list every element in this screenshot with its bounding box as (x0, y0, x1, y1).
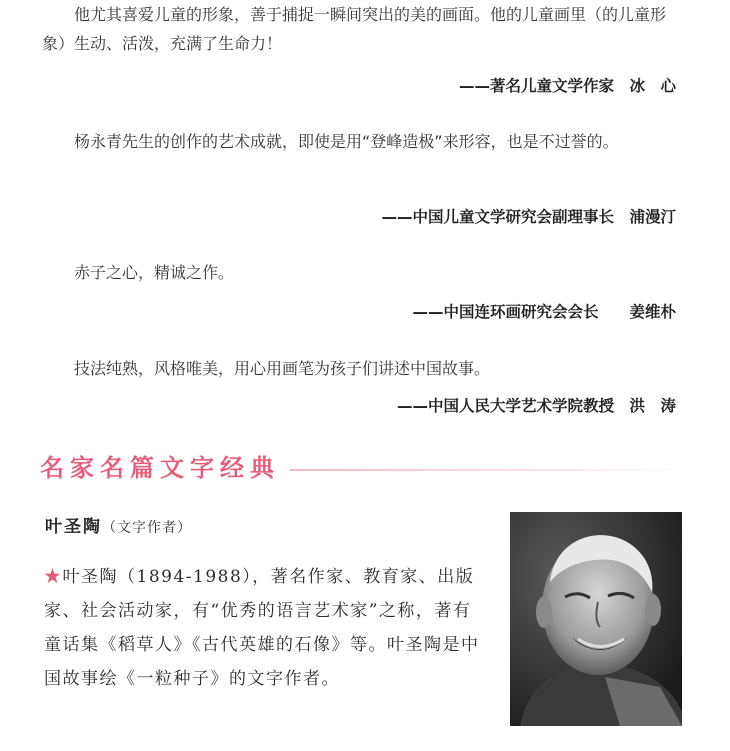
quote-pumanting (42, 127, 682, 226)
quote-attribution: ——中国连环画研究会会长 姜维朴 (412, 303, 676, 321)
quote-bingxin (42, 0, 682, 95)
quote-attribution: ——著名儿童文学作家 冰 心 (458, 77, 676, 95)
quote-hongtao (42, 354, 682, 415)
portrait-image (510, 512, 682, 726)
section-divider (290, 469, 690, 471)
quote-text: 他尤其喜爱儿童的形象，善于捕捉一瞬间突出的美的画面。他的儿童画里（的儿童形象）生动、活泼，充满了生命力！ (42, 5, 667, 53)
quote-attribution: ——中国人民大学艺术学院教授 洪 涛 (396, 397, 676, 415)
section-title: 名家名篇文字经典 (40, 453, 280, 482)
quote-text: 杨永青先生的创作的艺术成就，即使是用“登峰造极”来形容，也是不过誉的。 (74, 132, 619, 151)
quote-jiangweipu (42, 258, 682, 321)
quote-text: 赤子之心，精诚之作。 (74, 263, 235, 282)
author-photo (510, 512, 682, 726)
author-bio-text: 叶圣陶（1894-1988），著名作家、教育家、出版家、社会活动家，有“优秀的语言艺术家”之称，著有童话集《稻草人》《古代英雄的石像》等。叶圣陶是中国故事绘《一粒种子》的文字作者。 (44, 567, 480, 689)
star-icon: ★ (44, 567, 63, 587)
quote-attribution: ——中国儿童文学研究会副理事长 浦漫汀 (381, 208, 676, 226)
author-heading (45, 512, 192, 537)
author-bio (44, 560, 484, 696)
author-role: （文字作者） (102, 520, 192, 536)
author-name: 叶圣陶 (45, 517, 102, 537)
quote-text: 技法纯熟，风格唯美，用心用画笔为孩子们讲述中国故事。 (74, 359, 491, 378)
